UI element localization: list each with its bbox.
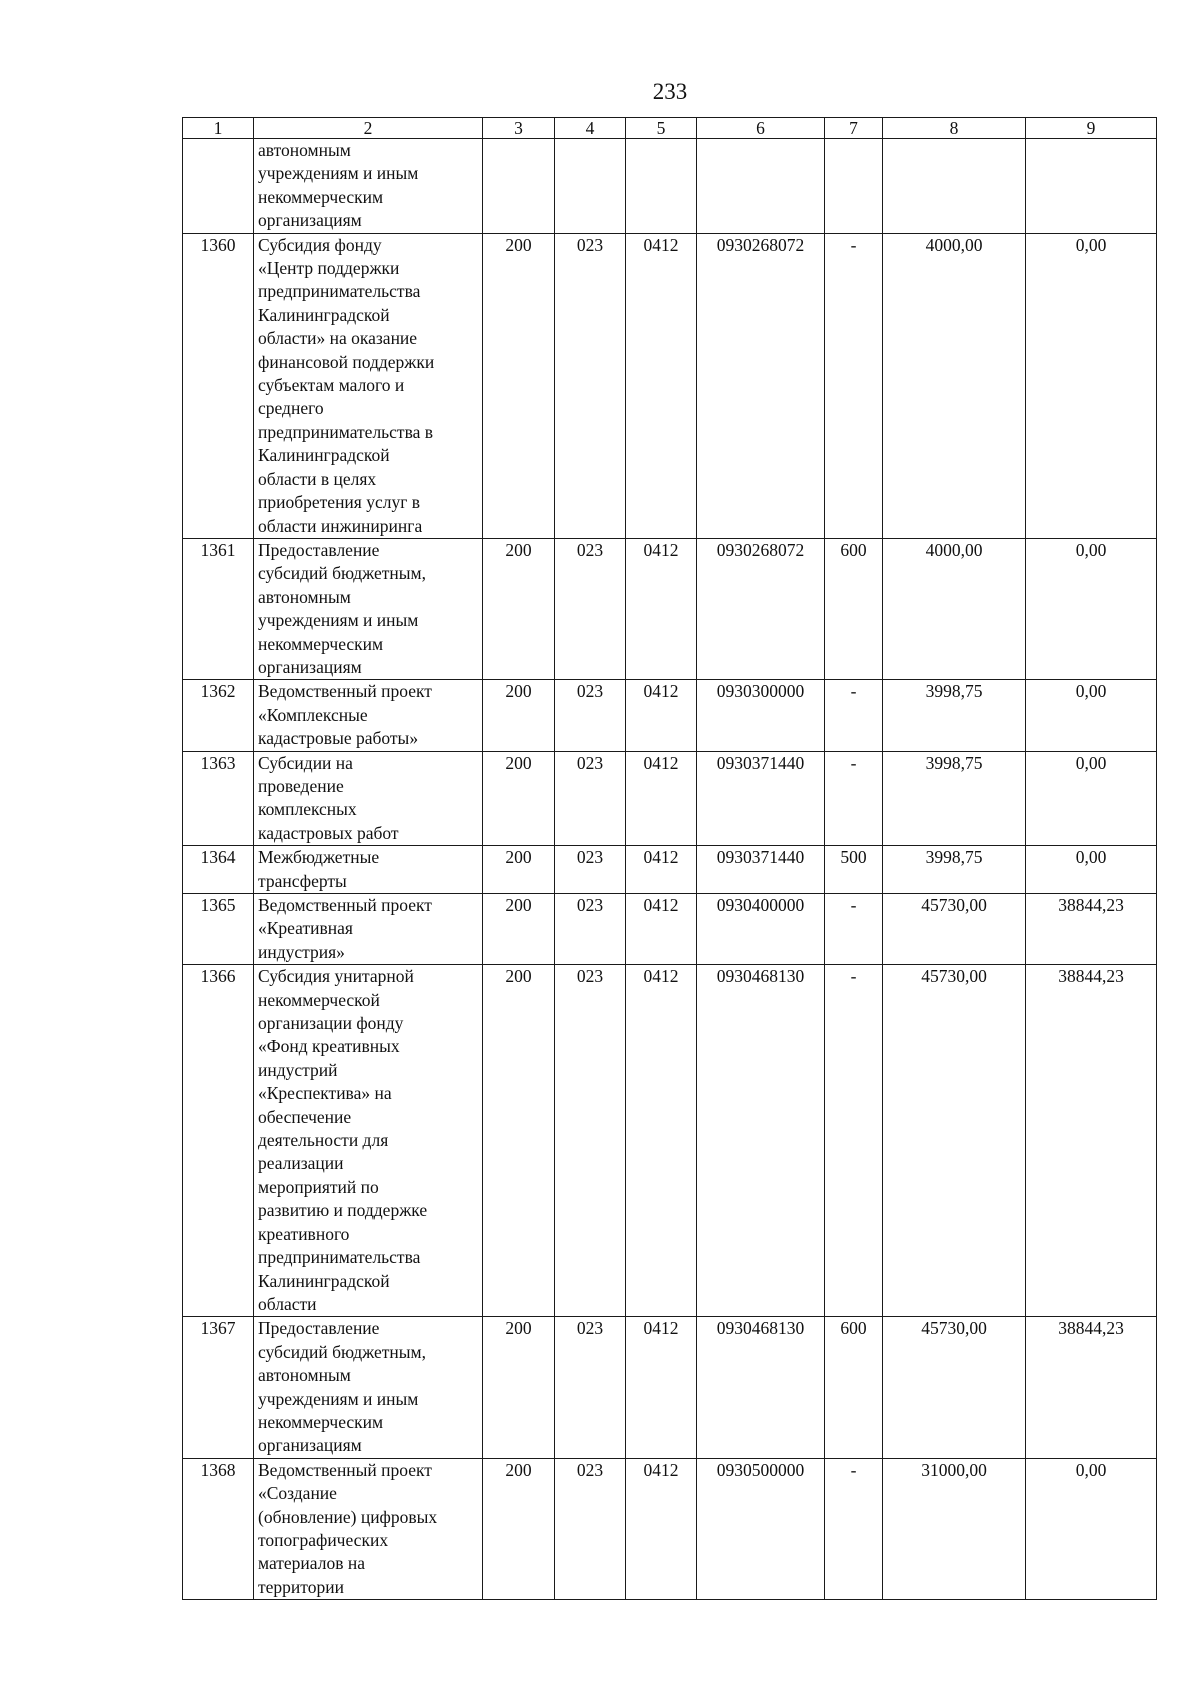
row-col-3 (483, 139, 555, 234)
row-description: Ведомственный проект «Создание (обновление) цифровых топографических материалов на территории (254, 1458, 483, 1599)
row-description: Субсидии на проведение комплексных кадастровых работ (254, 751, 483, 846)
table-row (183, 139, 1157, 234)
row-col-5: 0412 (626, 751, 697, 846)
row-description: Предоставление субсидий бюджетным, автономным учреждениям и иным некоммерческим организациям (254, 1317, 483, 1458)
row-col-6: 0930500000 (697, 1458, 825, 1599)
row-col-8 (883, 139, 1026, 234)
row-col-6: 0930371440 (697, 751, 825, 846)
row-col-4: 023 (555, 846, 626, 894)
table-row (183, 965, 1157, 1317)
table-row (183, 1458, 1157, 1599)
row-description: Предоставление субсидий бюджетным, автономным учреждениям и иным некоммерческим организациям (254, 538, 483, 679)
row-col-3: 200 (483, 1458, 555, 1599)
row-col-7: 600 (825, 538, 883, 679)
row-number: 1366 (183, 965, 254, 1317)
table-row (183, 751, 1157, 846)
row-col-3: 200 (483, 1317, 555, 1458)
column-header-2: 2 (254, 118, 483, 139)
row-col-8: 3998,75 (883, 846, 1026, 894)
row-description: Ведомственный проект «Комплексные кадастровые работы» (254, 680, 483, 751)
row-col-9: 0,00 (1026, 680, 1157, 751)
column-header-6: 6 (697, 118, 825, 139)
row-col-4: 023 (555, 538, 626, 679)
column-header-7: 7 (825, 118, 883, 139)
row-description: автономным учреждениям и иным некоммерческим организациям (254, 139, 483, 234)
row-col-6: 0930268072 (697, 538, 825, 679)
row-col-9: 0,00 (1026, 846, 1157, 894)
column-header-5: 5 (626, 118, 697, 139)
table-row (183, 894, 1157, 965)
row-col-6: 0930400000 (697, 894, 825, 965)
row-col-6 (697, 139, 825, 234)
row-number: 1368 (183, 1458, 254, 1599)
row-col-8: 45730,00 (883, 1317, 1026, 1458)
row-col-6: 0930468130 (697, 965, 825, 1317)
row-col-5: 0412 (626, 1458, 697, 1599)
row-col-6: 0930468130 (697, 1317, 825, 1458)
row-col-8: 4000,00 (883, 538, 1026, 679)
table-row (183, 680, 1157, 751)
row-description: Субсидия унитарной некоммерческой организации фонду «Фонд креативных индустрий «Креспектива» на обеспечение деятельности для реализации мероприятий по развитию и поддержке креативного предпринимательства Калининградской области (254, 965, 483, 1317)
row-col-7: - (825, 751, 883, 846)
row-col-9 (1026, 139, 1157, 234)
table-header-row (183, 118, 1157, 139)
row-col-3: 200 (483, 894, 555, 965)
row-col-9: 0,00 (1026, 751, 1157, 846)
row-col-8: 3998,75 (883, 751, 1026, 846)
row-description: Межбюджетные трансферты (254, 846, 483, 894)
table-row (183, 1317, 1157, 1458)
row-number: 1361 (183, 538, 254, 679)
row-col-8: 3998,75 (883, 680, 1026, 751)
table-row (183, 233, 1157, 538)
row-col-4: 023 (555, 680, 626, 751)
row-description: Субсидия фонду «Центр поддержки предпринимательства Калининградской области» на оказание финансовой поддержки субъектам малого и среднего предпринимательства в Калининградской области в целях приобретения услуг в области инжиниринга (254, 233, 483, 538)
row-number: 1365 (183, 894, 254, 965)
row-col-3: 200 (483, 751, 555, 846)
row-col-5: 0412 (626, 1317, 697, 1458)
table-row (183, 538, 1157, 679)
row-col-9: 38844,23 (1026, 894, 1157, 965)
column-header-3: 3 (483, 118, 555, 139)
row-col-8: 31000,00 (883, 1458, 1026, 1599)
row-number: 1363 (183, 751, 254, 846)
row-description: Ведомственный проект «Креативная индустрия» (254, 894, 483, 965)
row-col-5: 0412 (626, 965, 697, 1317)
row-col-4: 023 (555, 1317, 626, 1458)
row-col-5: 0412 (626, 538, 697, 679)
row-col-4: 023 (555, 751, 626, 846)
row-col-7 (825, 139, 883, 234)
column-header-4: 4 (555, 118, 626, 139)
row-col-8: 45730,00 (883, 894, 1026, 965)
row-col-4: 023 (555, 233, 626, 538)
row-col-9: 0,00 (1026, 538, 1157, 679)
row-col-5: 0412 (626, 846, 697, 894)
row-col-7: - (825, 680, 883, 751)
row-col-5: 0412 (626, 680, 697, 751)
row-col-8: 4000,00 (883, 233, 1026, 538)
row-col-7: - (825, 894, 883, 965)
budget-table (182, 117, 1157, 1600)
row-col-7: 600 (825, 1317, 883, 1458)
row-col-9: 38844,23 (1026, 1317, 1157, 1458)
row-col-3: 200 (483, 846, 555, 894)
row-col-5 (626, 139, 697, 234)
row-col-4: 023 (555, 1458, 626, 1599)
row-col-3: 200 (483, 680, 555, 751)
row-col-6: 0930300000 (697, 680, 825, 751)
row-col-4: 023 (555, 894, 626, 965)
row-col-6: 0930371440 (697, 846, 825, 894)
row-col-3: 200 (483, 538, 555, 679)
row-col-4: 023 (555, 965, 626, 1317)
row-col-9: 38844,23 (1026, 965, 1157, 1317)
row-number: 1360 (183, 233, 254, 538)
row-col-6: 0930268072 (697, 233, 825, 538)
row-col-8: 45730,00 (883, 965, 1026, 1317)
row-number (183, 139, 254, 234)
row-col-3: 200 (483, 965, 555, 1317)
row-col-7: - (825, 233, 883, 538)
row-col-7: 500 (825, 846, 883, 894)
row-col-5: 0412 (626, 894, 697, 965)
row-number: 1362 (183, 680, 254, 751)
row-col-4 (555, 139, 626, 234)
row-col-7: - (825, 965, 883, 1317)
row-col-9: 0,00 (1026, 233, 1157, 538)
column-header-1: 1 (183, 118, 254, 139)
page-number: 233 (652, 79, 688, 104)
table-row (183, 846, 1157, 894)
row-number: 1367 (183, 1317, 254, 1458)
row-col-9: 0,00 (1026, 1458, 1157, 1599)
row-col-3: 200 (483, 233, 555, 538)
row-number: 1364 (183, 846, 254, 894)
row-col-7: - (825, 1458, 883, 1599)
column-header-8: 8 (883, 118, 1026, 139)
row-col-5: 0412 (626, 233, 697, 538)
column-header-9: 9 (1026, 118, 1157, 139)
